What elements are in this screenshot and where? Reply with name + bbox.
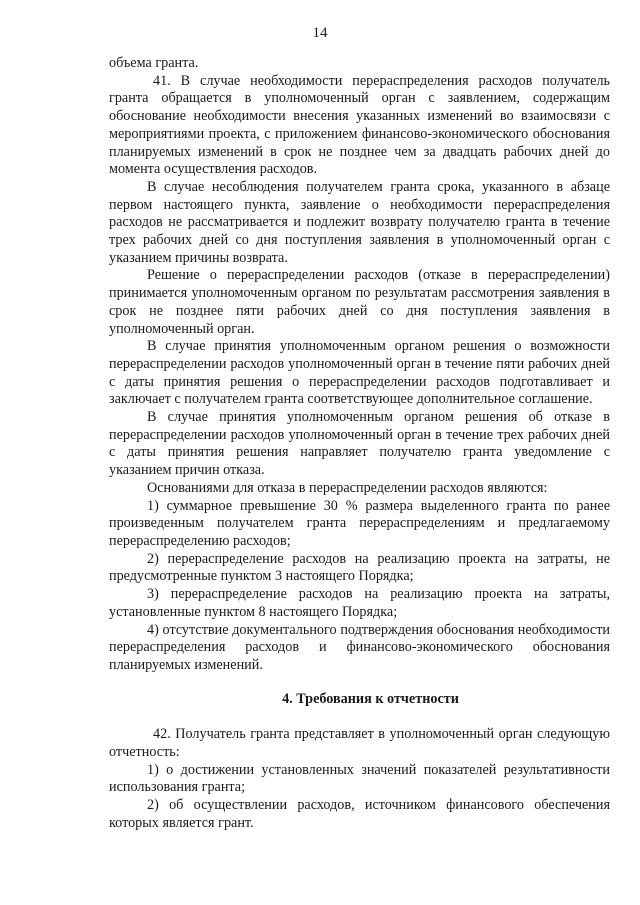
paragraph-refusal-grounds-intro: Основаниями для отказа в перераспределении расходов являются: <box>147 479 548 496</box>
paragraph-clause-41: 41. В случае необходимости перераспределения расходов получатель гранта обращается в уполномоченный орган с заявлением, содержащим обоснование необходимости внесения указанных изменений во взаимосвязи с мероприятиями проекта, с приложением финансово-экономического обоснования планируемых изменений в срок не позднее чем за двадцать рабочих дней до момента осуществления расходов. <box>109 72 610 178</box>
section-heading: 4. Требования к отчетности <box>282 690 459 707</box>
paragraph-clause-42: 42. Получатель гранта представляет в уполномоченный орган следующую отчетность: <box>109 726 610 761</box>
page-number: 14 <box>312 25 328 41</box>
paragraph-approval-case: В случае принятия уполномоченным органом решения о возможности перераспределении расходов уполномоченный орган в течение пяти рабочих дней с даты принятия решения о перераспределении расходов подготавливает и заключает с получателем гранта соответствующее дополнительное соглашение. <box>109 338 610 408</box>
paragraph-refusal-case: В случае принятия уполномоченным органом решения об отказе в перераспределении расходов уполномоченный орган в течение трех рабочих дней с даты принятия решения направляет получателю гранта уведомление с указанием причин отказа. <box>109 409 610 479</box>
paragraph-decision: Решение о перераспределении расходов (отказе в перераспределении) принимается уполномоченным органом по результатам рассмотрения заявления в срок не позднее пяти рабочих дней со дня поступления заявления в уполномоченный орган. <box>109 267 610 337</box>
list-item-ground-1: 1) суммарное превышение 30 % размера выделенного гранта по ранее произведенным получателем гранта перераспределениям и предлагаемому перераспределению расходов; <box>109 497 610 549</box>
paragraph-deadline-violation: В случае несоблюдения получателем гранта срока, указанного в абзаце первом настоящего пункта, заявление о необходимости перераспределения расходов не рассматривается и подлежит возврату получателю гранта в течение трех рабочих дней со дня поступления заявления в уполномоченный орган с указанием причины возврата. <box>109 178 610 266</box>
list-item-report-1: 1) о достижении установленных значений показателей результативности использования гранта; <box>109 761 610 796</box>
list-item-ground-2: 2) перераспределение расходов на реализацию проекта на затраты, не предусмотренные пунктом 3 настоящего Порядка; <box>109 550 610 585</box>
list-item-ground-3: 3) перераспределение расходов на реализацию проекта на затраты, установленные пунктом 8 настоящего Порядка; <box>109 586 610 620</box>
list-item-ground-4: 4) отсутствие документального подтверждения обоснования необходимости перераспределения расходов и финансово-экономического обоснования планируемых изменений. <box>109 621 610 673</box>
document-body <box>109 55 610 833</box>
paragraph-continuation: объема гранта. <box>109 55 199 71</box>
list-item-report-2: 2) об осуществлении расходов, источником финансового обеспечения которых является грант. <box>109 797 610 831</box>
